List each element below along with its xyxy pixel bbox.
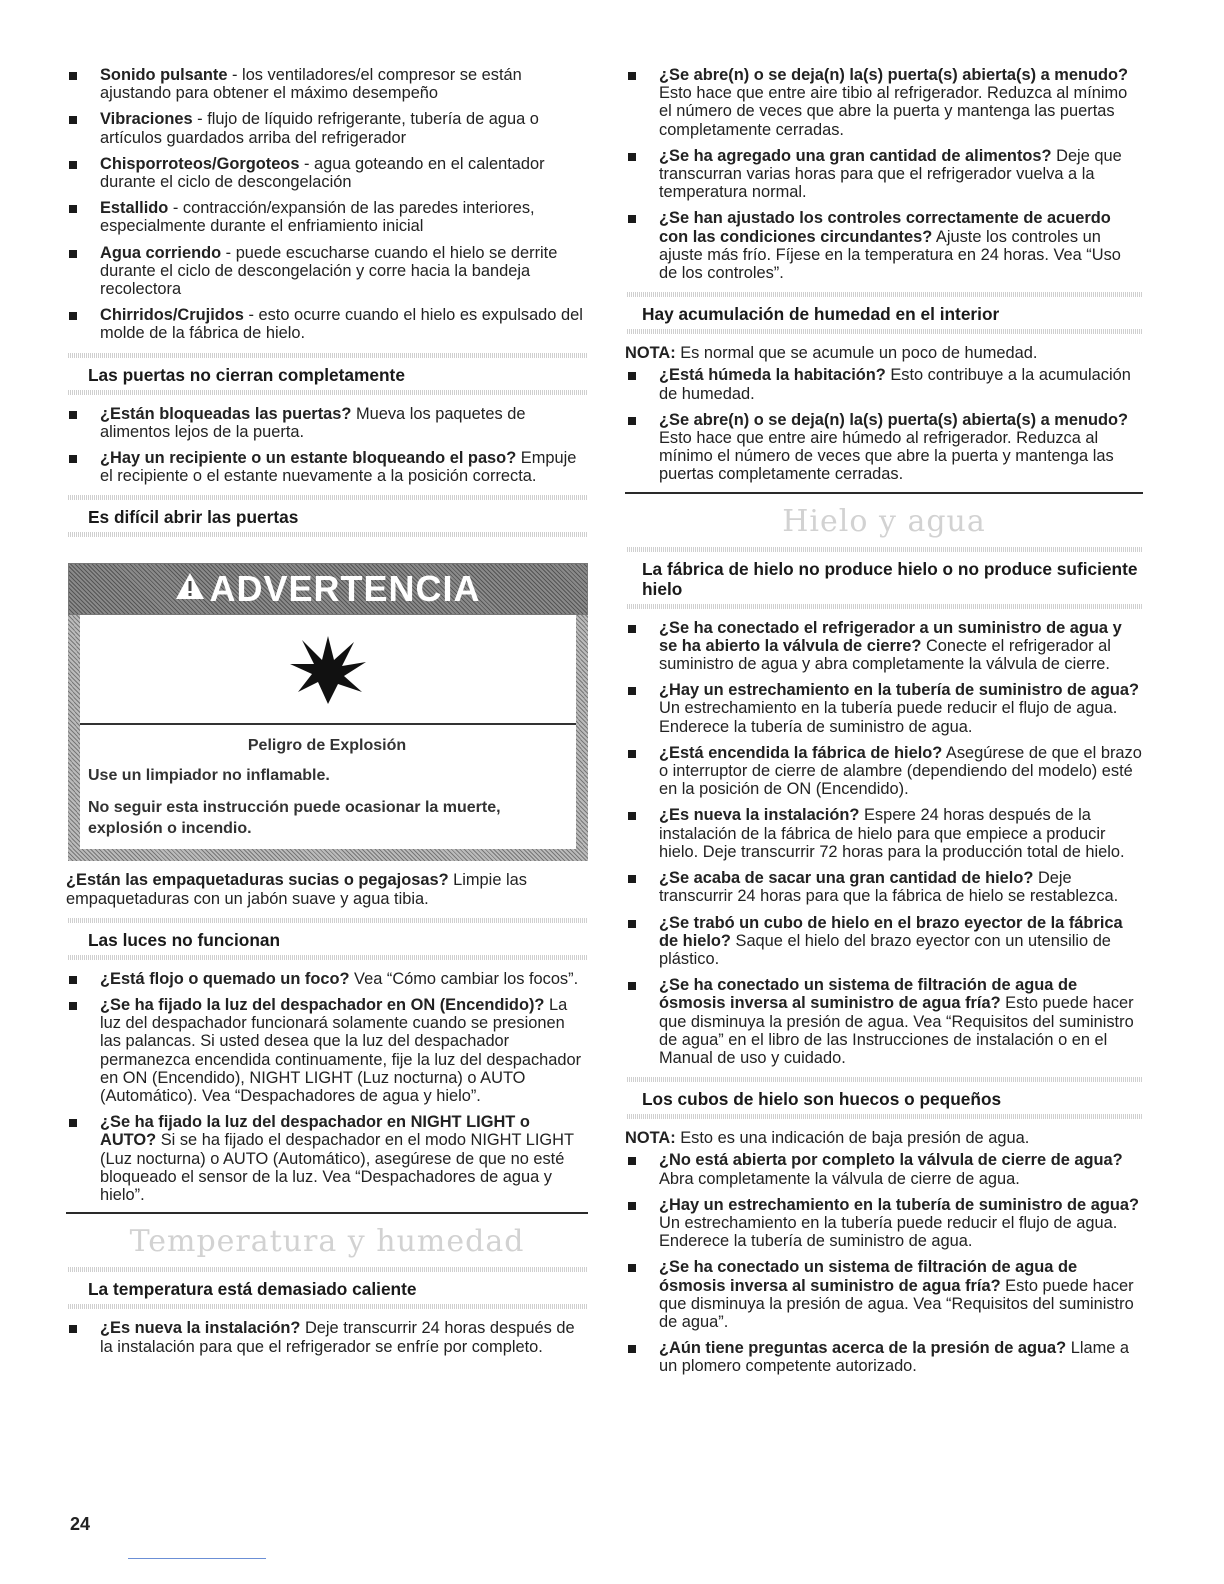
list-item [625, 1151, 1143, 1187]
item-answer: Un estrechamiento en la tubería puede reducir el flujo de agua. Enderece la tubería de suministro de agua. [659, 699, 1118, 736]
note-text: Esto es una indicación de baja presión de agua. [675, 1129, 1030, 1148]
item-question: ¿Es nueva la instalación? [100, 1319, 301, 1338]
item-question: ¿Se abre(n) o se deja(n) la(s) puerta(s) abierta(s) a menudo? [659, 66, 1129, 84]
section-ice-maker [625, 547, 1143, 1067]
item-answer: Un estrechamiento en la tubería puede reducir el flujo de agua. Enderece la tubería de suministro de agua. [659, 1213, 1118, 1251]
item-question: ¿Están bloqueadas las puertas? [100, 404, 352, 423]
item-question: ¿Se ha fijado la luz del despachador en NIGHT LIGHT o AUTO? [100, 1113, 530, 1150]
separator [627, 604, 1143, 609]
list-item [625, 619, 1143, 674]
item-question: ¿Está húmeda la habitación? [659, 366, 886, 385]
list-item [66, 66, 588, 102]
item-answer: Llame a un plomero competente autorizado. [659, 1339, 1130, 1376]
left-column [66, 66, 588, 1364]
item-question: ¿Aún tiene preguntas acerca de la presión de agua? [659, 1339, 1067, 1358]
item-answer: Empuje el recipiente o el estante nuevamente a la posición correcta. [100, 449, 577, 486]
list-item [625, 681, 1143, 736]
too-warm-list [66, 1319, 588, 1355]
list-item [66, 155, 588, 191]
item-answer: Espere 24 horas después de la instalación de la fábrica de hielo para que empiece a producir hielo. Deje transcurrir 72 horas para la producción total de hielo. [659, 806, 1125, 861]
warning-header-text: ADVERTENCIA [209, 568, 481, 610]
item-question: Sonido pulsante [100, 66, 228, 84]
section-title: Las luces no funcionan [88, 929, 281, 950]
list-item [625, 1339, 1143, 1375]
list-item [66, 199, 588, 235]
warning-box [68, 563, 588, 861]
section-title: Hay acumulación de humedad en el interior [642, 304, 1000, 325]
warning-line-1: Use un limpiador no inflamable. [88, 767, 330, 785]
item-question: ¿Se trabó un cubo de hielo en el brazo eyector de la fábrica de hielo? [659, 913, 1123, 950]
warning-header [68, 563, 588, 615]
list-item [625, 1196, 1143, 1251]
item-question: Vibraciones [100, 110, 193, 129]
item-answer: - los ventiladores/el compresor se están ajustando para obtener el máximo desempeño [100, 66, 522, 103]
item-answer: Deje que transcurran varias horas para que el refrigerador vuelva a la temperatura normal. [659, 146, 1122, 202]
list-item [66, 970, 588, 988]
item-question: ¿Hay un recipiente o un estante bloqueando el paso? [100, 449, 517, 468]
gaskets-answer: Limpie las empaquetaduras con un jabón suave y agua tibia. [66, 871, 527, 908]
item-answer: Esto hace que entre aire húmedo al refrigerador. Reduzca al mínimo el número de veces que abre la puerta y mantenga las puertas completamente cerradas. [659, 429, 1114, 484]
separator [68, 390, 588, 395]
list-item [625, 914, 1143, 969]
doors-list [66, 405, 588, 486]
list-item [625, 869, 1143, 905]
item-answer: Ajuste los controles un ajuste más frío. Fíjese en la temperatura en 24 horas. Vea “Uso de los controles”. [659, 227, 1121, 283]
page-number: 24 [70, 1514, 91, 1534]
item-answer: Deje transcurrir 24 horas para que la fábrica de hielo se restablezca. [659, 869, 1119, 906]
item-answer: Esto puede hacer que disminuya la presión de agua. Vea “Requisitos del suministro de agua” en el libro de las Instrucciones de instalación o en el Manual de uso y cuidado. [659, 994, 1134, 1067]
list-item [625, 411, 1143, 484]
list-item [625, 209, 1143, 282]
section-hollow-cubes [625, 1077, 1143, 1375]
warning-text [80, 725, 576, 849]
item-question: Agua corriendo [100, 243, 222, 262]
list-item [625, 806, 1143, 861]
item-answer: Deje transcurrir 24 horas después de la instalación para que el refrigerador se enfríe por completo. [100, 1319, 575, 1356]
moisture-note [625, 344, 1143, 362]
item-answer: Saque el hielo del brazo eyector con un utensilio de plástico. [659, 931, 1111, 968]
explosion-icon [80, 615, 576, 725]
warning-body [68, 615, 588, 861]
item-answer: Abra completamente la válvula de cierre de agua. [659, 1169, 1020, 1188]
note-text: Es normal que se acumule un poco de humedad. [675, 344, 1038, 363]
item-question: ¿Está encendida la fábrica de hielo? [659, 743, 943, 762]
cubes-note [625, 1129, 1143, 1147]
item-question: ¿Se ha agregado una gran cantidad de alimentos? [659, 146, 1052, 165]
item-question: ¿Está flojo o quemado un foco? [100, 969, 350, 988]
item-question: ¿Se ha conectado el refrigerador a un suministro de agua y se ha abierto la válvula de cierre? [659, 618, 1122, 655]
section-title: Los cubos de hielo son huecos o pequeños [642, 1089, 1002, 1110]
section-doors-not-close [66, 353, 588, 486]
right-column [625, 66, 1143, 1384]
ice-water-heading: Hielo y agua [782, 503, 986, 539]
section-title: Es difícil abrir las puertas [88, 507, 299, 528]
section-moisture [625, 292, 1143, 483]
item-answer: - puede escucharse cuando el hielo se derrite durante el ciclo de descongelación y corre hacia la bandeja recolectora [100, 243, 558, 299]
list-item [625, 147, 1143, 202]
item-answer: Conecte el refrigerador al suministro de agua y abra completamente la válvula de cierre. [659, 636, 1111, 674]
section-hard-to-open [66, 495, 588, 537]
list-item [66, 1319, 588, 1355]
ice-maker-list [625, 619, 1143, 1067]
item-question: Chirridos/Crujidos [100, 306, 244, 325]
list-item [625, 366, 1143, 402]
item-question: ¿Se ha conectado un sistema de filtración de agua de ósmosis inversa al suministro de agua fría? [659, 976, 1078, 1013]
item-answer: Asegúrese de que el brazo o interruptor de cierre de alambre (dependiendo del modelo) esté en la posición de ON (Encendido). [659, 743, 1142, 799]
separator [68, 955, 588, 960]
item-answer: Vea “Cómo cambiar los focos”. [349, 969, 579, 988]
gaskets-question: ¿Están las empaquetaduras sucias o pegajosas? [66, 871, 449, 890]
separator [68, 532, 588, 537]
note-label: NOTA: [625, 1129, 676, 1148]
item-question: Chisporroteos/Gorgoteos [100, 154, 300, 173]
item-answer: - esto ocurre cuando el hielo es expulsado del molde de la fábrica de hielo. [100, 306, 583, 343]
item-question: Estallido [100, 199, 169, 218]
hollow-cubes-list [625, 1151, 1143, 1375]
item-answer: - contracción/expansión de las paredes interiores, especialmente durante el enfriamiento inicial [100, 199, 535, 236]
item-question: ¿Hay un estrechamiento en la tubería de suministro de agua? [659, 1195, 1139, 1214]
item-answer: - agua goteando en el calentador durante el ciclo de descongelación [100, 154, 545, 192]
warning-line-2: No seguir esta instrucción puede ocasionar la muerte, explosión o incendio. [88, 799, 501, 838]
list-item [66, 306, 588, 342]
list-item [66, 996, 588, 1105]
sounds-list [66, 66, 588, 343]
list-item [625, 744, 1143, 799]
list-item [66, 110, 588, 146]
warning-title: Peligro de Explosión [247, 737, 407, 755]
item-question: ¿Se acaba de sacar una gran cantidad de hielo? [659, 869, 1034, 888]
item-question: ¿Es nueva la instalación? [659, 806, 860, 825]
separator [68, 1304, 588, 1309]
list-item [66, 449, 588, 485]
item-question: ¿Se ha fijado la luz del despachador en ON (Encendido)? [100, 996, 545, 1015]
separator [627, 329, 1143, 334]
item-question: ¿Se abre(n) o se deja(n) la(s) puerta(s) abierta(s) a menudo? [659, 410, 1129, 429]
item-question: ¿No está abierta por completo la válvula de cierre de agua? [659, 1151, 1123, 1170]
section-title: Las puertas no cierran completamente [88, 364, 405, 385]
lights-list [66, 970, 588, 1204]
item-answer: - flujo de líquido refrigerante, tubería de agua o artículos guardados arriba del refrigerador [100, 110, 539, 147]
list-item [625, 1258, 1143, 1331]
footer-line [128, 1558, 266, 1559]
item-answer: Esto contribuye a la acumulación de humedad. [659, 366, 1131, 403]
item-answer: Si se ha fijado el despachador en el modo NIGHT LIGHT (Luz nocturna) o AUTO (Automático), asegúrese de que no esté bloqueado el sensor de la luz. Vea “Despachadores de agua y hielo”. [100, 1131, 574, 1205]
list-item [66, 405, 588, 441]
list-item [66, 244, 588, 299]
list-item [625, 66, 1143, 139]
item-question: ¿Hay un estrechamiento en la tubería de suministro de agua? [659, 681, 1139, 700]
gaskets-paragraph [66, 871, 588, 907]
warning-triangle-icon [175, 570, 205, 609]
separator [627, 1114, 1143, 1119]
temperature-heading: Temperatura y humedad [129, 1224, 525, 1260]
note-label: NOTA: [625, 344, 676, 363]
section-lights [66, 918, 588, 1204]
item-question: ¿Se han ajustado los controles correctamente de acuerdo con las condiciones circundantes? [659, 209, 1111, 246]
section-too-warm [66, 1267, 588, 1355]
moisture-list [625, 366, 1143, 483]
item-answer: La luz del despachador funcionará solamente cuando se presionen las palancas. Si usted desea que la luz del despachador permanezca encendida continuamente, fije la luz del despachador en ON (Encendido), NIGHT LIGHT (Luz nocturna) o AUTO (Automático). Vea “Despachadores de agua y hielo”. [100, 996, 582, 1106]
item-question: ¿Se ha conectado un sistema de filtración de agua de ósmosis inversa al suministro de agua fría? [659, 1258, 1078, 1295]
section-title: La temperatura está demasiado caliente [88, 1279, 417, 1300]
item-answer: Mueva los paquetes de alimentos lejos de la puerta. [100, 404, 526, 441]
too-warm-list-cont [625, 66, 1143, 282]
item-answer: Esto hace que entre aire tibio al refrigerador. Reduzca al mínimo el número de veces que abre la puerta y mantenga las puertas completamente cerradas. [659, 84, 1128, 139]
list-item [625, 976, 1143, 1067]
list-item [66, 1113, 588, 1204]
section-title: La fábrica de hielo no produce hielo o no produce suficiente hielo [642, 558, 1138, 599]
item-answer: Esto puede hacer que disminuya la presión de agua. Vea “Requisitos del suministro de agua”. [659, 1276, 1134, 1331]
